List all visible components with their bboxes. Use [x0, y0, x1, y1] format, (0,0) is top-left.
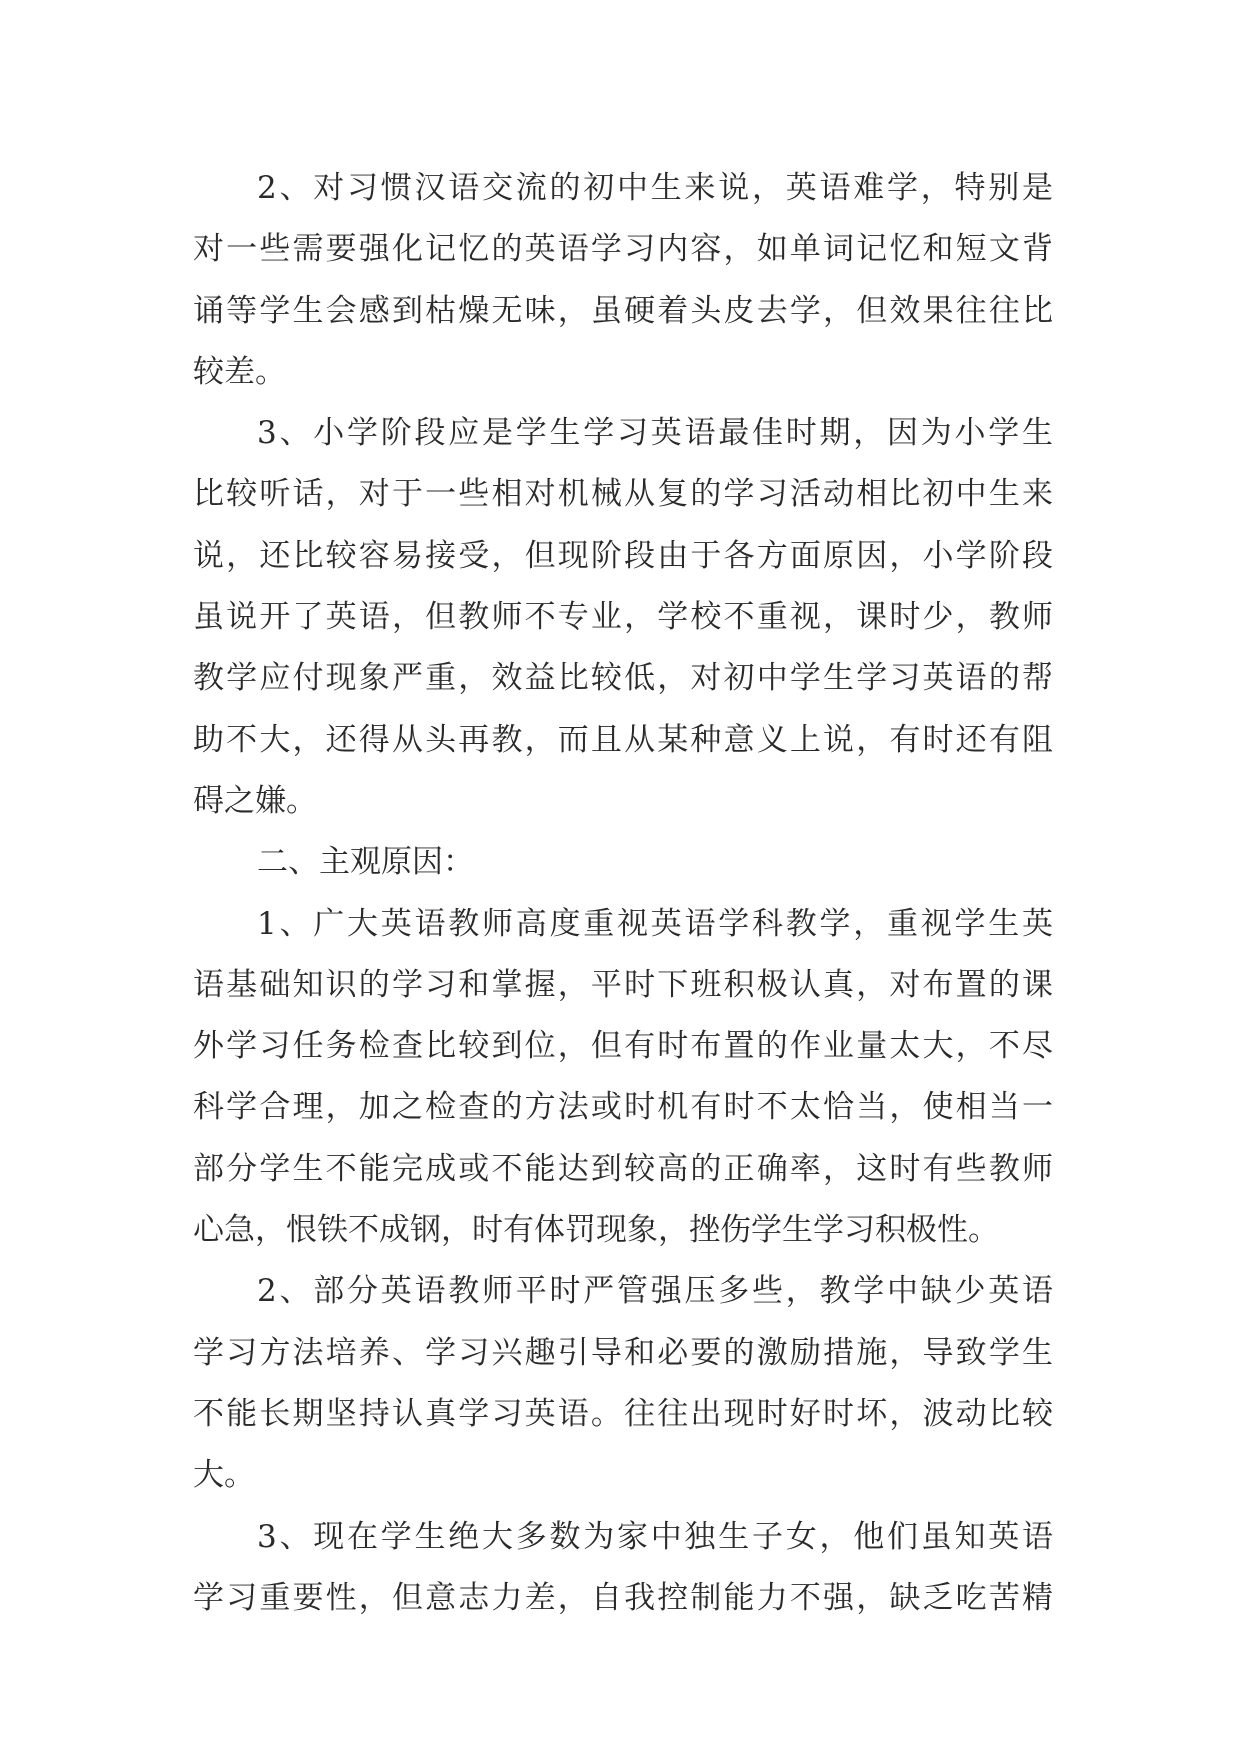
text-line: 说，还比较容易接受，但现阶段由于各方面原因，小学阶段	[193, 537, 1053, 574]
paragraph	[193, 1261, 1053, 1506]
text-line: 外学习任务检查比较到位，但有时布置的作业量太大，不尽	[193, 1028, 1053, 1065]
text-line: 虽说开了英语，但教师不专业，学校不重视，课时少，教师	[193, 599, 1053, 636]
text-line: 助不大，还得从头再教，而且从某种意义上说，有时还有阻	[193, 721, 1053, 758]
paragraph	[193, 403, 1053, 832]
section-heading	[193, 832, 1053, 893]
text-line: 3、现在学生绝大多数为家中独生子女，他们虽知英语	[257, 1518, 1053, 1555]
paragraph	[193, 894, 1053, 1262]
text-line: 大。	[193, 1457, 255, 1494]
text-line: 诵等学生会感到枯燥无味，虽硬着头皮去学，但效果往往比	[193, 292, 1053, 329]
text-line: 比较听话，对于一些相对机械从复的学习活动相比初中生来	[193, 476, 1053, 513]
text-line: 科学合理，加之检查的方法或时机有时不太恰当，使相当一	[193, 1089, 1053, 1126]
paragraph	[193, 158, 1053, 403]
section-heading-text: 二、主观原因：	[257, 844, 474, 881]
text-line: 部分学生不能完成或不能达到较高的正确率，这时有些教师	[193, 1150, 1053, 1187]
document-body	[193, 158, 1053, 1629]
paragraph	[193, 1507, 1053, 1630]
text-line: 3、小学阶段应是学生学习英语最佳时期，因为小学生	[257, 415, 1053, 452]
text-line: 2、对习惯汉语交流的初中生来说，英语难学，特别是	[257, 170, 1053, 206]
text-line: 对一些需要强化记忆的英语学习内容，如单词记忆和短文背	[193, 231, 1053, 268]
text-line: 学习方法培养、学习兴趣引导和必要的激励措施，导致学生	[193, 1334, 1053, 1371]
text-line: 不能长期坚持认真学习英语。往往出现时好时坏，波动比较	[193, 1395, 1053, 1432]
text-line: 较差。	[193, 353, 286, 390]
text-line: 语基础知识的学习和掌握，平时下班积极认真，对布置的课	[193, 966, 1053, 1003]
text-line: 碍之嫌。	[193, 782, 317, 819]
text-line: 2、部分英语教师平时严管强压多些，教学中缺少英语	[257, 1273, 1053, 1310]
text-line: 1、广大英语教师高度重视英语学科教学，重视学生英	[257, 905, 1053, 942]
text-line: 教学应付现象严重，效益比较低，对初中学生学习英语的帮	[193, 660, 1053, 697]
text-line: 心急，恨铁不成钢，时有体罚现象，挫伤学生学习积极性。	[193, 1212, 999, 1249]
text-line: 学习重要性，但意志力差，自我控制能力不强，缺乏吃苦精	[193, 1579, 1053, 1616]
